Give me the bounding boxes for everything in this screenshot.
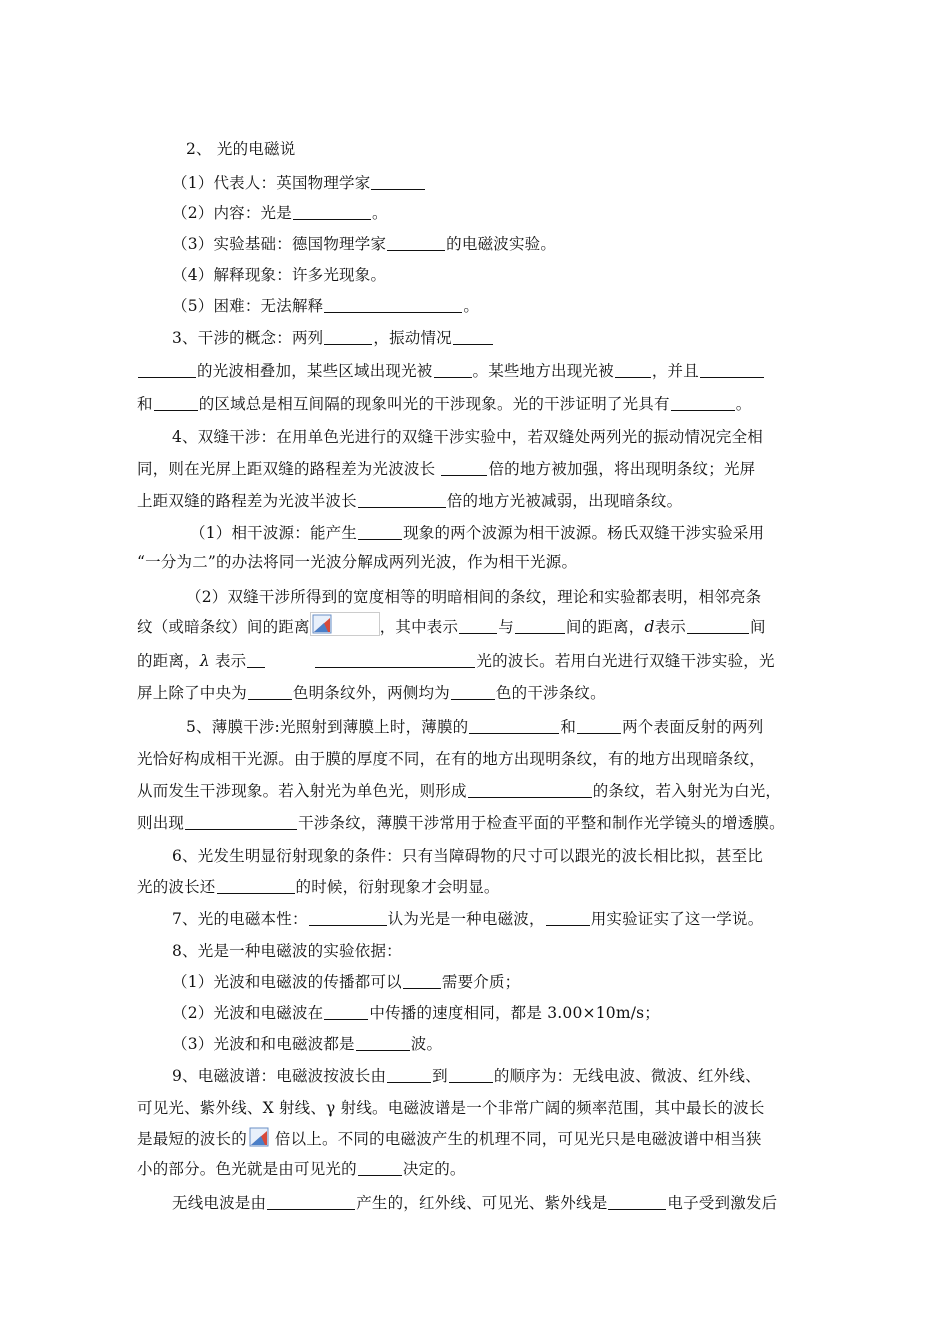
double-slit-line-1: （2）双缝干涉所得到的宽度相等的明暗相间的条纹，理论和实验都表明，相邻亮条 xyxy=(186,588,762,606)
answer-blank[interactable] xyxy=(687,617,749,634)
answer-blank[interactable] xyxy=(185,813,297,830)
answer-blank[interactable] xyxy=(546,909,590,926)
double-slit-line-3: 的距离，λ 表示 光的波长。若用白光进行双缝干涉实验，光 xyxy=(137,652,775,670)
section-3-line-2: 的光波相叠加，某些区域出现光被 。某些地方出现光被 ，并且 xyxy=(137,360,827,382)
section-4-line-2: 同，则在光屏上距双缝的路程差为光波波长 倍的地方被加强，将出现明条纹；光屏 xyxy=(137,460,756,478)
answer-blank[interactable] xyxy=(615,361,651,378)
section-8-item-1: （1）光波和电磁波的传播都可以 需要介质； xyxy=(172,973,521,991)
broken-image-icon xyxy=(248,1127,270,1147)
radio-wave-line: 无线电波是由 产生的，红外线、可见光、紫外线是 电子受到激发后 xyxy=(172,1194,778,1212)
answer-blank[interactable] xyxy=(293,203,371,220)
section-9-line-4: 小的部分。色光就是由可见光的 决定的。 xyxy=(137,1160,466,1178)
answer-blank[interactable] xyxy=(358,1159,402,1176)
answer-blank[interactable] xyxy=(515,617,565,634)
answer-blank[interactable] xyxy=(371,173,425,190)
coherent-source-line-2: “一分为二”的办法将同一光波分解成两列光波，作为相干光源。 xyxy=(137,553,578,571)
section-8-heading: 8、光是一种电磁波的实验依据： xyxy=(172,942,402,960)
answer-blank[interactable] xyxy=(700,361,764,378)
answer-blank[interactable] xyxy=(453,328,493,345)
answer-blank[interactable] xyxy=(449,1066,493,1083)
answer-blank[interactable] xyxy=(608,1193,666,1210)
broken-image-icon xyxy=(312,614,332,634)
section-6-line-1: 6、光发生明显衍射现象的条件：只有当障碍物的尺寸可以跟光的波长相比拟，甚至比 xyxy=(172,847,763,865)
formula-image xyxy=(310,612,380,636)
section-6-line-2: 光的波长还 的时候，衍射现象才会明显。 xyxy=(137,878,500,896)
answer-blank[interactable] xyxy=(451,683,495,700)
section-5-line-1: 5、薄膜干涉:光照射到薄膜上时，薄膜的 和 两个表面反射的两列 xyxy=(186,718,764,736)
coherent-source-line-1: （1）相干波源：能产生 现象的两个波源为相干波源。杨氏双缝干涉实验采用 xyxy=(190,524,765,542)
answer-blank[interactable] xyxy=(324,328,372,345)
item-representative: （1）代表人：英国物理学家 xyxy=(172,172,862,194)
answer-blank[interactable] xyxy=(217,877,295,894)
answer-blank[interactable] xyxy=(459,617,497,634)
item-explanation: （4）解释现象：许多光现象。 xyxy=(172,266,387,284)
item-content: （2）内容：光是 。 xyxy=(172,204,388,222)
double-slit-line-2: 纹（或暗条纹）间的距离 ，其中表示 与 间的距离，d表示 间 xyxy=(137,612,827,638)
section-9-line-3: 是最短的波长的 倍以上。不同的电磁波产生的机理不同，可见光只是电磁波谱中相当狭 xyxy=(137,1126,827,1150)
section-8-item-2: （2）光波和电磁波在 中传播的速度相同，都是 3.00×10m/s； xyxy=(172,1004,660,1022)
answer-blank[interactable] xyxy=(356,1034,410,1051)
answer-blank[interactable] xyxy=(469,717,559,734)
answer-blank[interactable] xyxy=(358,523,402,540)
answer-blank[interactable] xyxy=(671,394,735,411)
section-4-line-1: 4、双缝干涉：在用单色光进行的双缝干涉实验中，若双缝处两列光的振动情况完全相 xyxy=(172,428,763,446)
answer-blank[interactable] xyxy=(315,651,475,668)
answer-blank[interactable] xyxy=(309,909,387,926)
answer-blank[interactable] xyxy=(387,1066,431,1083)
answer-blank[interactable] xyxy=(138,361,196,378)
section-3-line-3: 和 的区域总是相互间隔的现象叫光的干涉现象。光的干涉证明了光具有 。 xyxy=(137,395,752,413)
answer-blank[interactable] xyxy=(403,972,441,989)
answer-blank[interactable] xyxy=(248,683,292,700)
answer-blank[interactable] xyxy=(267,1193,355,1210)
section-5-line-3: 从而发生干涉现象。若入射光为单色光，则形成 的条纹，若入射光为白光， xyxy=(137,782,782,800)
answer-blank[interactable] xyxy=(154,394,198,411)
answer-blank[interactable] xyxy=(468,781,592,798)
item-experiment-basis: （3）实验基础：德国物理学家 的电磁波实验。 xyxy=(172,235,557,253)
answer-blank[interactable] xyxy=(387,234,445,251)
answer-blank[interactable] xyxy=(441,459,487,476)
answer-blank[interactable] xyxy=(434,361,472,378)
section-7: 7、光的电磁本性： 认为光是一种电磁波， 用实验证实了这一学说。 xyxy=(172,910,764,928)
section-9-line-2: 可见光、紫外线、X 射线、γ 射线。电磁波谱是一个非常广阔的频率范围，其中最长的波长 xyxy=(137,1099,765,1117)
section-5-line-4: 则出现 干涉条纹，薄膜干涉常用于检查平面的平整和制作光学镜头的增透膜。 xyxy=(137,814,785,832)
answer-blank[interactable] xyxy=(324,296,462,313)
section-2-heading: 2、 光的电磁说 xyxy=(186,140,296,158)
double-slit-line-4: 屏上除了中央为 色明条纹外，两侧均为 色的干涉条纹。 xyxy=(137,684,606,702)
answer-blank[interactable] xyxy=(247,651,265,668)
section-9-line-1: 9、电磁波谱：电磁波按波长由 到 的顺序为：无线电波、微波、红外线、 xyxy=(172,1067,761,1085)
answer-blank[interactable] xyxy=(577,717,621,734)
section-4-line-3: 上距双缝的路程差为光波半波长 倍的地方光被减弱，出现暗条纹。 xyxy=(137,492,683,510)
section-3-line-1: 3、干涉的概念：两列 ，振动情况 xyxy=(172,327,862,349)
section-8-item-3: （3）光波和和电磁波都是 波。 xyxy=(172,1035,443,1053)
section-5-line-2: 光恰好构成相干光源。由于膜的厚度不同，在有的地方出现明条纹，有的地方出现暗条纹， xyxy=(137,750,766,768)
answer-blank[interactable] xyxy=(358,491,446,508)
item-difficulty: （5）困难：无法解释 。 xyxy=(172,297,480,315)
formula-image xyxy=(247,1126,275,1148)
answer-blank[interactable] xyxy=(324,1003,368,1020)
